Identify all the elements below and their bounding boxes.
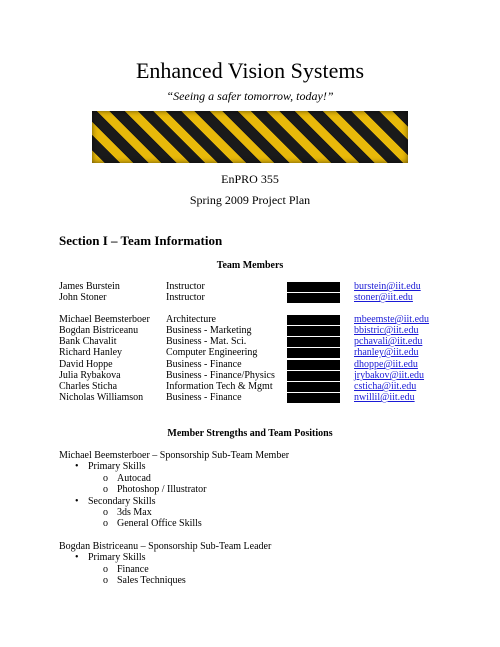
redaction-bar — [287, 371, 340, 381]
hazard-stripe-banner — [92, 111, 408, 163]
member-role: Information Tech & Mgmt — [166, 381, 273, 392]
sub-bullet-icon: o — [103, 507, 108, 518]
course-code: EnPRO 355 — [221, 172, 279, 186]
member-name: Bank Chavalit — [59, 336, 117, 347]
member-name: Michael Beemsterboer — [59, 314, 150, 325]
member-row — [0, 381, 500, 392]
sub-bullet-icon: o — [103, 484, 108, 496]
member-email-link[interactable]: burstein@iit.edu — [354, 281, 421, 292]
member-email-link[interactable]: dhoppe@iit.edu — [354, 359, 418, 370]
redaction-bar — [287, 360, 340, 370]
member-name: Bogdan Bistriceanu — [59, 325, 139, 336]
skill-item: 3ds Max — [117, 507, 152, 518]
skill-group-label: Primary Skills — [88, 552, 146, 564]
member-role: Architecture — [166, 314, 216, 325]
member-row — [0, 392, 500, 403]
bullet-icon: • — [75, 552, 79, 564]
member-name: Nicholas Williamson — [59, 392, 144, 403]
member-role: Business - Marketing — [166, 325, 252, 336]
redaction-bar — [287, 282, 340, 292]
redaction-bar — [287, 382, 340, 392]
member-position-title: Michael Beemsterboer – Sponsorship Sub-Team Member — [59, 450, 290, 461]
member-role: Business - Finance — [166, 359, 242, 370]
bullet-icon: • — [75, 495, 79, 507]
bullet-icon: • — [75, 461, 79, 473]
member-role: Instructor — [166, 292, 205, 303]
redaction-bar — [287, 337, 340, 347]
member-row — [0, 281, 500, 292]
redaction-bar — [287, 348, 340, 358]
member-email-link[interactable]: pchavali@iit.edu — [354, 336, 423, 347]
skill-item: Photoshop / Illustrator — [117, 484, 207, 496]
member-name: John Stoner — [59, 292, 107, 303]
member-row — [0, 347, 500, 358]
member-email-link[interactable]: stoner@iit.edu — [354, 292, 413, 303]
member-row — [0, 336, 500, 347]
member-email-link[interactable]: bbistric@iit.edu — [354, 325, 419, 336]
member-row — [0, 370, 500, 381]
sub-bullet-icon: o — [103, 575, 108, 586]
member-role: Business - Mat. Sci. — [166, 336, 247, 347]
member-email-link[interactable]: rhanley@iit.edu — [354, 347, 419, 358]
member-email-link[interactable]: mbeemste@iit.edu — [354, 314, 430, 325]
skill-item: General Office Skills — [117, 518, 202, 530]
member-position-title: Bogdan Bistriceanu – Sponsorship Sub-Team Leader — [59, 540, 272, 552]
member-role: Computer Engineering — [166, 347, 258, 358]
sub-bullet-icon: o — [103, 563, 108, 575]
redaction-bar — [287, 393, 340, 403]
redaction-bar — [287, 326, 340, 336]
skill-group-label: Secondary Skills — [88, 495, 156, 507]
member-row — [0, 359, 500, 370]
redaction-bar — [287, 293, 340, 303]
member-role: Business - Finance/Physics — [166, 370, 275, 381]
member-name: James Burstein — [59, 281, 120, 292]
plan-title: Spring 2009 Project Plan — [189, 193, 311, 207]
member-name: Julia Rybakova — [59, 370, 121, 381]
member-email-link[interactable]: csticha@iit.edu — [354, 381, 417, 392]
member-email-link[interactable]: jrybakov@iit.edu — [354, 370, 425, 381]
section-heading: Section I – Team Information — [59, 233, 223, 248]
skill-item: Finance — [117, 563, 149, 575]
member-row — [0, 292, 500, 303]
skill-group-label: Primary Skills — [88, 461, 146, 473]
strengths-heading: Member Strengths and Team Positions — [167, 428, 333, 439]
redaction-bar — [287, 315, 340, 325]
document-title: Enhanced Vision Systems — [135, 58, 365, 83]
sub-bullet-icon: o — [103, 472, 108, 484]
sub-bullet-icon: o — [103, 518, 108, 530]
member-role: Business - Finance — [166, 392, 242, 403]
member-row — [0, 325, 500, 336]
member-row — [0, 314, 500, 325]
tagline: “Seeing a safer tomorrow, today!” — [166, 89, 334, 103]
skill-item: Autocad — [117, 472, 151, 484]
member-name: Richard Hanley — [59, 347, 123, 358]
member-role: Instructor — [166, 281, 205, 292]
member-name: David Hoppe — [59, 359, 113, 370]
member-email-link[interactable]: nwillil@iit.edu — [354, 392, 415, 403]
team-members-heading: Team Members — [216, 260, 284, 271]
skill-item: Sales Techniques — [117, 575, 186, 586]
member-name: Charles Sticha — [59, 381, 118, 392]
